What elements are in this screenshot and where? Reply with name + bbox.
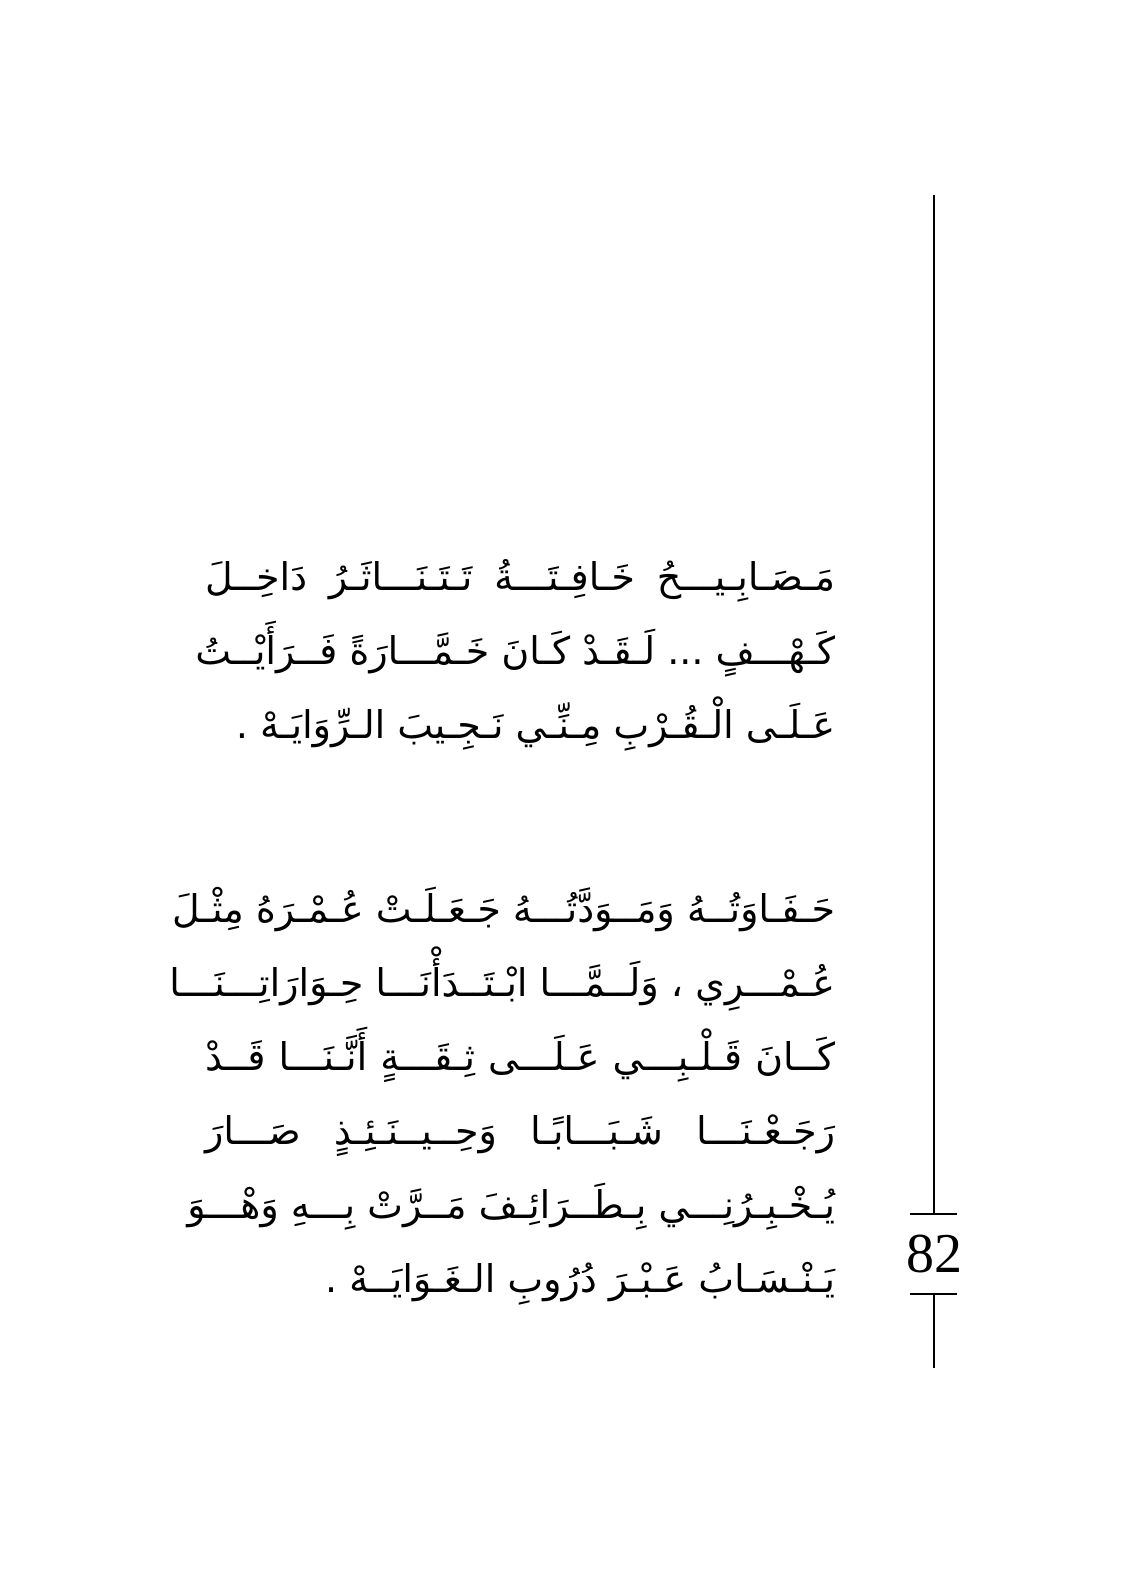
verse-line: مَـصَـابِـيـــحُ خَـافِـتَـــةُ تَـتَـنَـــاثَـرُ دَاخِــلَ <box>205 555 835 599</box>
verse-line: عُـمْـــرِي ، وَلَــمَّـــا ابْـتَــدَأْنَـــا حِـوَارَاتِـــنَـــا <box>169 961 835 1005</box>
verse-line: حَـفَـاوَتُــهُ وَمَــوَدَّتُـــهُ جَـعَـلَـتْ عُـمْـرَهُ مِثْـلَ <box>172 887 835 931</box>
verse-line: يُـخْـبِـرُنِـــي بِـطَــرَائِـفَ مَــرَّتْ بِـــهِ وَهْـــوَ <box>187 1183 835 1227</box>
verse-line: عَـلَـى الْـقُـرْبِ مِـنِّـي نَـجِـيبَ الـرِّوَايَـهْ . <box>235 703 835 747</box>
stanza-1 <box>195 540 835 762</box>
verse-line: يَـنْـسَـابُ عَـبْـرَ دُرُوبِ الـغَـوَايَــهْ . <box>325 1257 835 1301</box>
margin-rule-top <box>933 195 935 1213</box>
page-number-tick-top <box>910 1213 957 1215</box>
verse-line: كَـهْـــفٍ ... لَـقَـدْ كَـانَ خَـمَّـــارَةً فَــرَأَيْــتُ <box>195 629 835 673</box>
margin-rule-bottom <box>933 1295 935 1368</box>
verse-line: كَــانَ قَـلْـبِـــي عَـلَـــى ثِـقَـــةٍ أَنَّـنَـــا قَــدْ <box>205 1035 835 1079</box>
verse-line: رَجَـعْـنَـــا شَـبَـــابًـا وَحِــيــنَـئِـذٍ صَـــارَ <box>205 1109 835 1153</box>
page-number: 82 <box>906 1223 962 1285</box>
stanza-2 <box>169 872 835 1316</box>
